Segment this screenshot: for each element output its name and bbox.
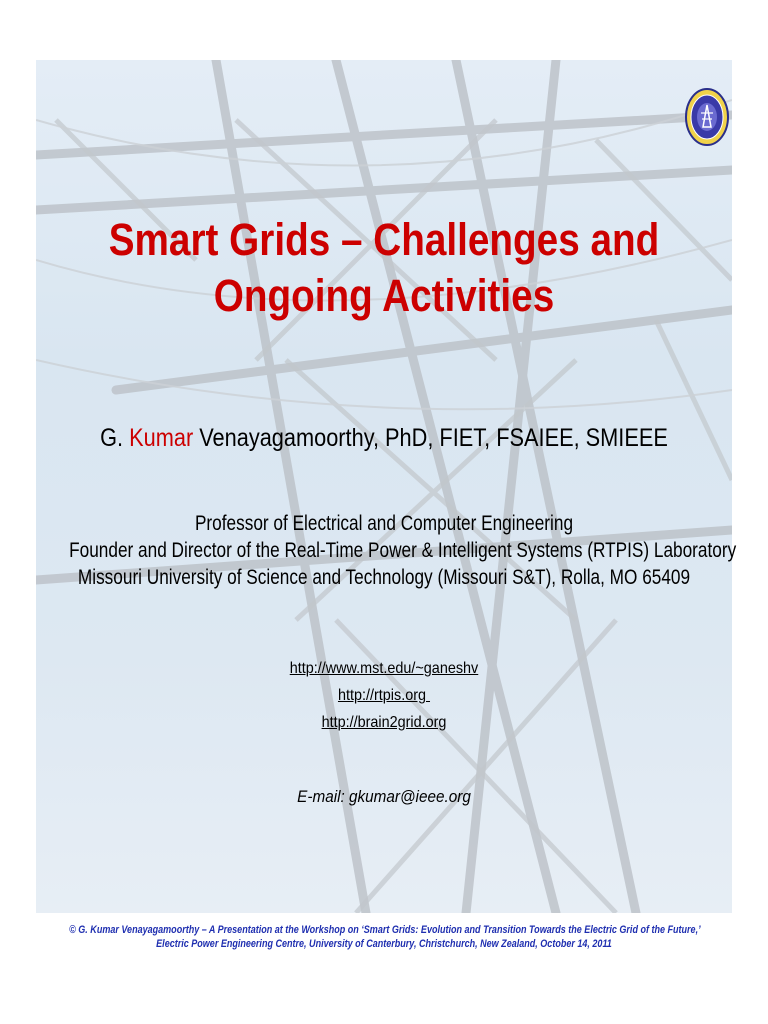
link-brain2grid[interactable]: http://brain2grid.org — [321, 714, 447, 731]
slide — [36, 60, 737, 913]
slide-title — [54, 212, 714, 324]
link-mst-homepage[interactable]: http://www.mst.edu/~ganeshv — [289, 660, 479, 677]
footer-line-2: Electric Power Engineering Centre, University of Canterbury, Christchurch, New Zealand, October 14, 2011 — [156, 938, 612, 950]
link-list — [38, 655, 729, 736]
slide-title-line1: Smart Grids – Challenges and — [108, 214, 660, 265]
author-suffix: Venayagamoorthy, PhD, FIET, FSAIEE, SMIEEE — [193, 424, 668, 452]
footer-credit — [69, 923, 699, 951]
slide-title-line2: Ongoing Activities — [213, 270, 555, 321]
affiliations — [69, 510, 737, 591]
transmission-tower-background — [36, 60, 737, 913]
link-rtpis[interactable]: http://rtpis.org — [337, 687, 431, 704]
email-line: E-mail: gkumar@ieee.org — [297, 787, 471, 806]
footer-line-1: © G. Kumar Venayagamoorthy – A Presentation at the Workshop on ‘Smart Grids: Evolution and Transition Towards the Electric Grid of the Future,’ — [69, 924, 701, 936]
rtpis-lab-seal-icon — [684, 86, 730, 148]
author-highlight: Kumar — [129, 424, 194, 452]
author-prefix: G. — [100, 424, 130, 452]
affiliation-line-3: Missouri University of Science and Technology (Missouri S&T), Rolla, MO 65409 — [77, 566, 691, 589]
affiliation-line-2: Founder and Director of the Real-Time Power & Intelligent Systems (RTPIS) Laboratory — [69, 539, 737, 562]
author-line — [50, 424, 718, 453]
affiliation-line-1: Professor of Electrical and Computer Engineering — [194, 512, 574, 535]
